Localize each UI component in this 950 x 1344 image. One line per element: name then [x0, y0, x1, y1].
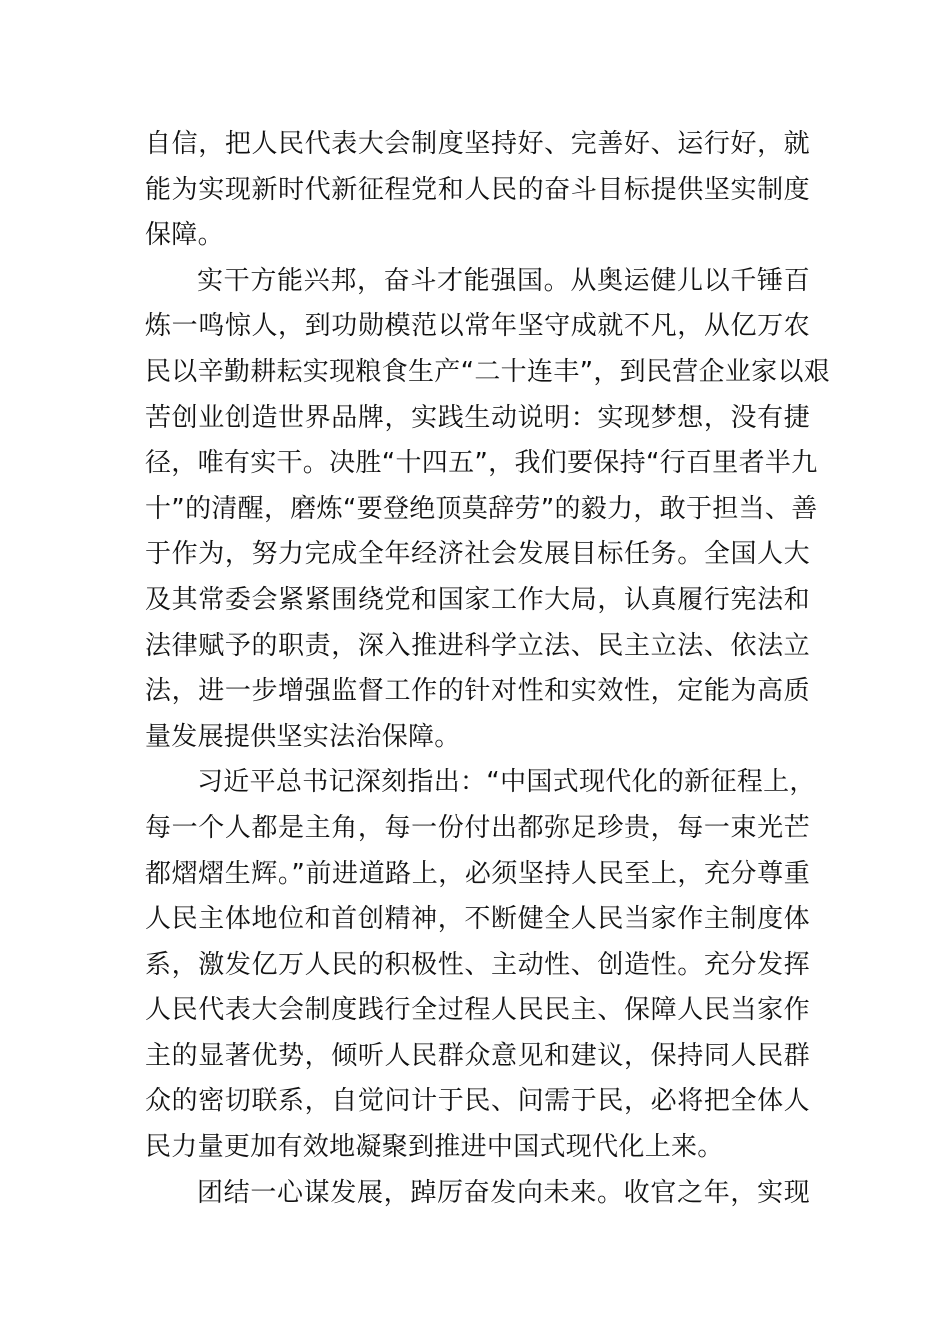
text-line: 主的显著优势，倾听人民群众意见和建议，保持同人民群 [145, 1040, 810, 1071]
paragraph-first-line: 团结一心谋发展，踔厉奋发向未来。收官之年，实现 [197, 1177, 810, 1208]
text-line: 量发展提供坚实法治保障。 [145, 721, 461, 752]
text-line: 保障。 [145, 220, 224, 251]
text-line: 径，唯有实干。决胜“十四五”，我们要保持“行百里者半九 [145, 448, 818, 479]
text-line: 法律赋予的职责，深入推进科学立法、民主立法、依法立 [145, 630, 810, 661]
text-line: 众的密切联系，自觉问计于民、问需于民，必将把全体人 [145, 1086, 810, 1117]
text-line: 每一个人都是主角，每一份付出都弥足珍贵，每一束光芒 [145, 812, 810, 843]
text-line: 自信，把人民代表大会制度坚持好、完善好、运行好，就 [145, 129, 810, 159]
paragraph-first-line: 习近平总书记深刻指出：“中国式现代化的新征程上， [197, 767, 816, 798]
text-line: 苦创业创造世界品牌，实践生动说明：实现梦想，没有捷 [145, 402, 810, 433]
text-line: 民以辛勤耕耘实现粮食生产“二十连丰”，到民营企业家以艰 [145, 356, 831, 387]
text-line: 都熠熠生辉。”前进道路上，必须坚持人民至上，充分尊重 [145, 858, 810, 889]
paragraph-first-line: 实干方能兴邦，奋斗才能强国。从奥运健儿以千锤百 [197, 265, 810, 296]
text-line: 法，进一步增强监督工作的针对性和实效性，定能为高质 [145, 676, 810, 707]
text-line: 人民主体地位和首创精神，不断健全人民当家作主制度体 [145, 904, 810, 935]
text-line: 十”的清醒，磨炼“要登绝顶莫辞劳”的毅力，敢于担当、善 [145, 493, 818, 524]
body-text [145, 122, 831, 1216]
text-line: 系，激发亿万人民的积极性、主动性、创造性。充分发挥 [145, 949, 810, 980]
text-line: 人民代表大会制度践行全过程人民民主、保障人民当家作 [145, 995, 810, 1026]
text-line: 及其常委会紧紧围绕党和国家工作大局，认真履行宪法和 [145, 584, 810, 615]
text-line: 能为实现新时代新征程党和人民的奋斗目标提供坚实制度 [145, 174, 810, 205]
text-line: 于作为，努力完成全年经济社会发展目标任务。全国人大 [145, 539, 810, 570]
text-line: 炼一鸣惊人，到功勋模范以常年坚守成就不凡，从亿万农 [145, 311, 810, 342]
text-line: 民力量更加有效地凝聚到推进中国式现代化上来。 [145, 1132, 724, 1163]
